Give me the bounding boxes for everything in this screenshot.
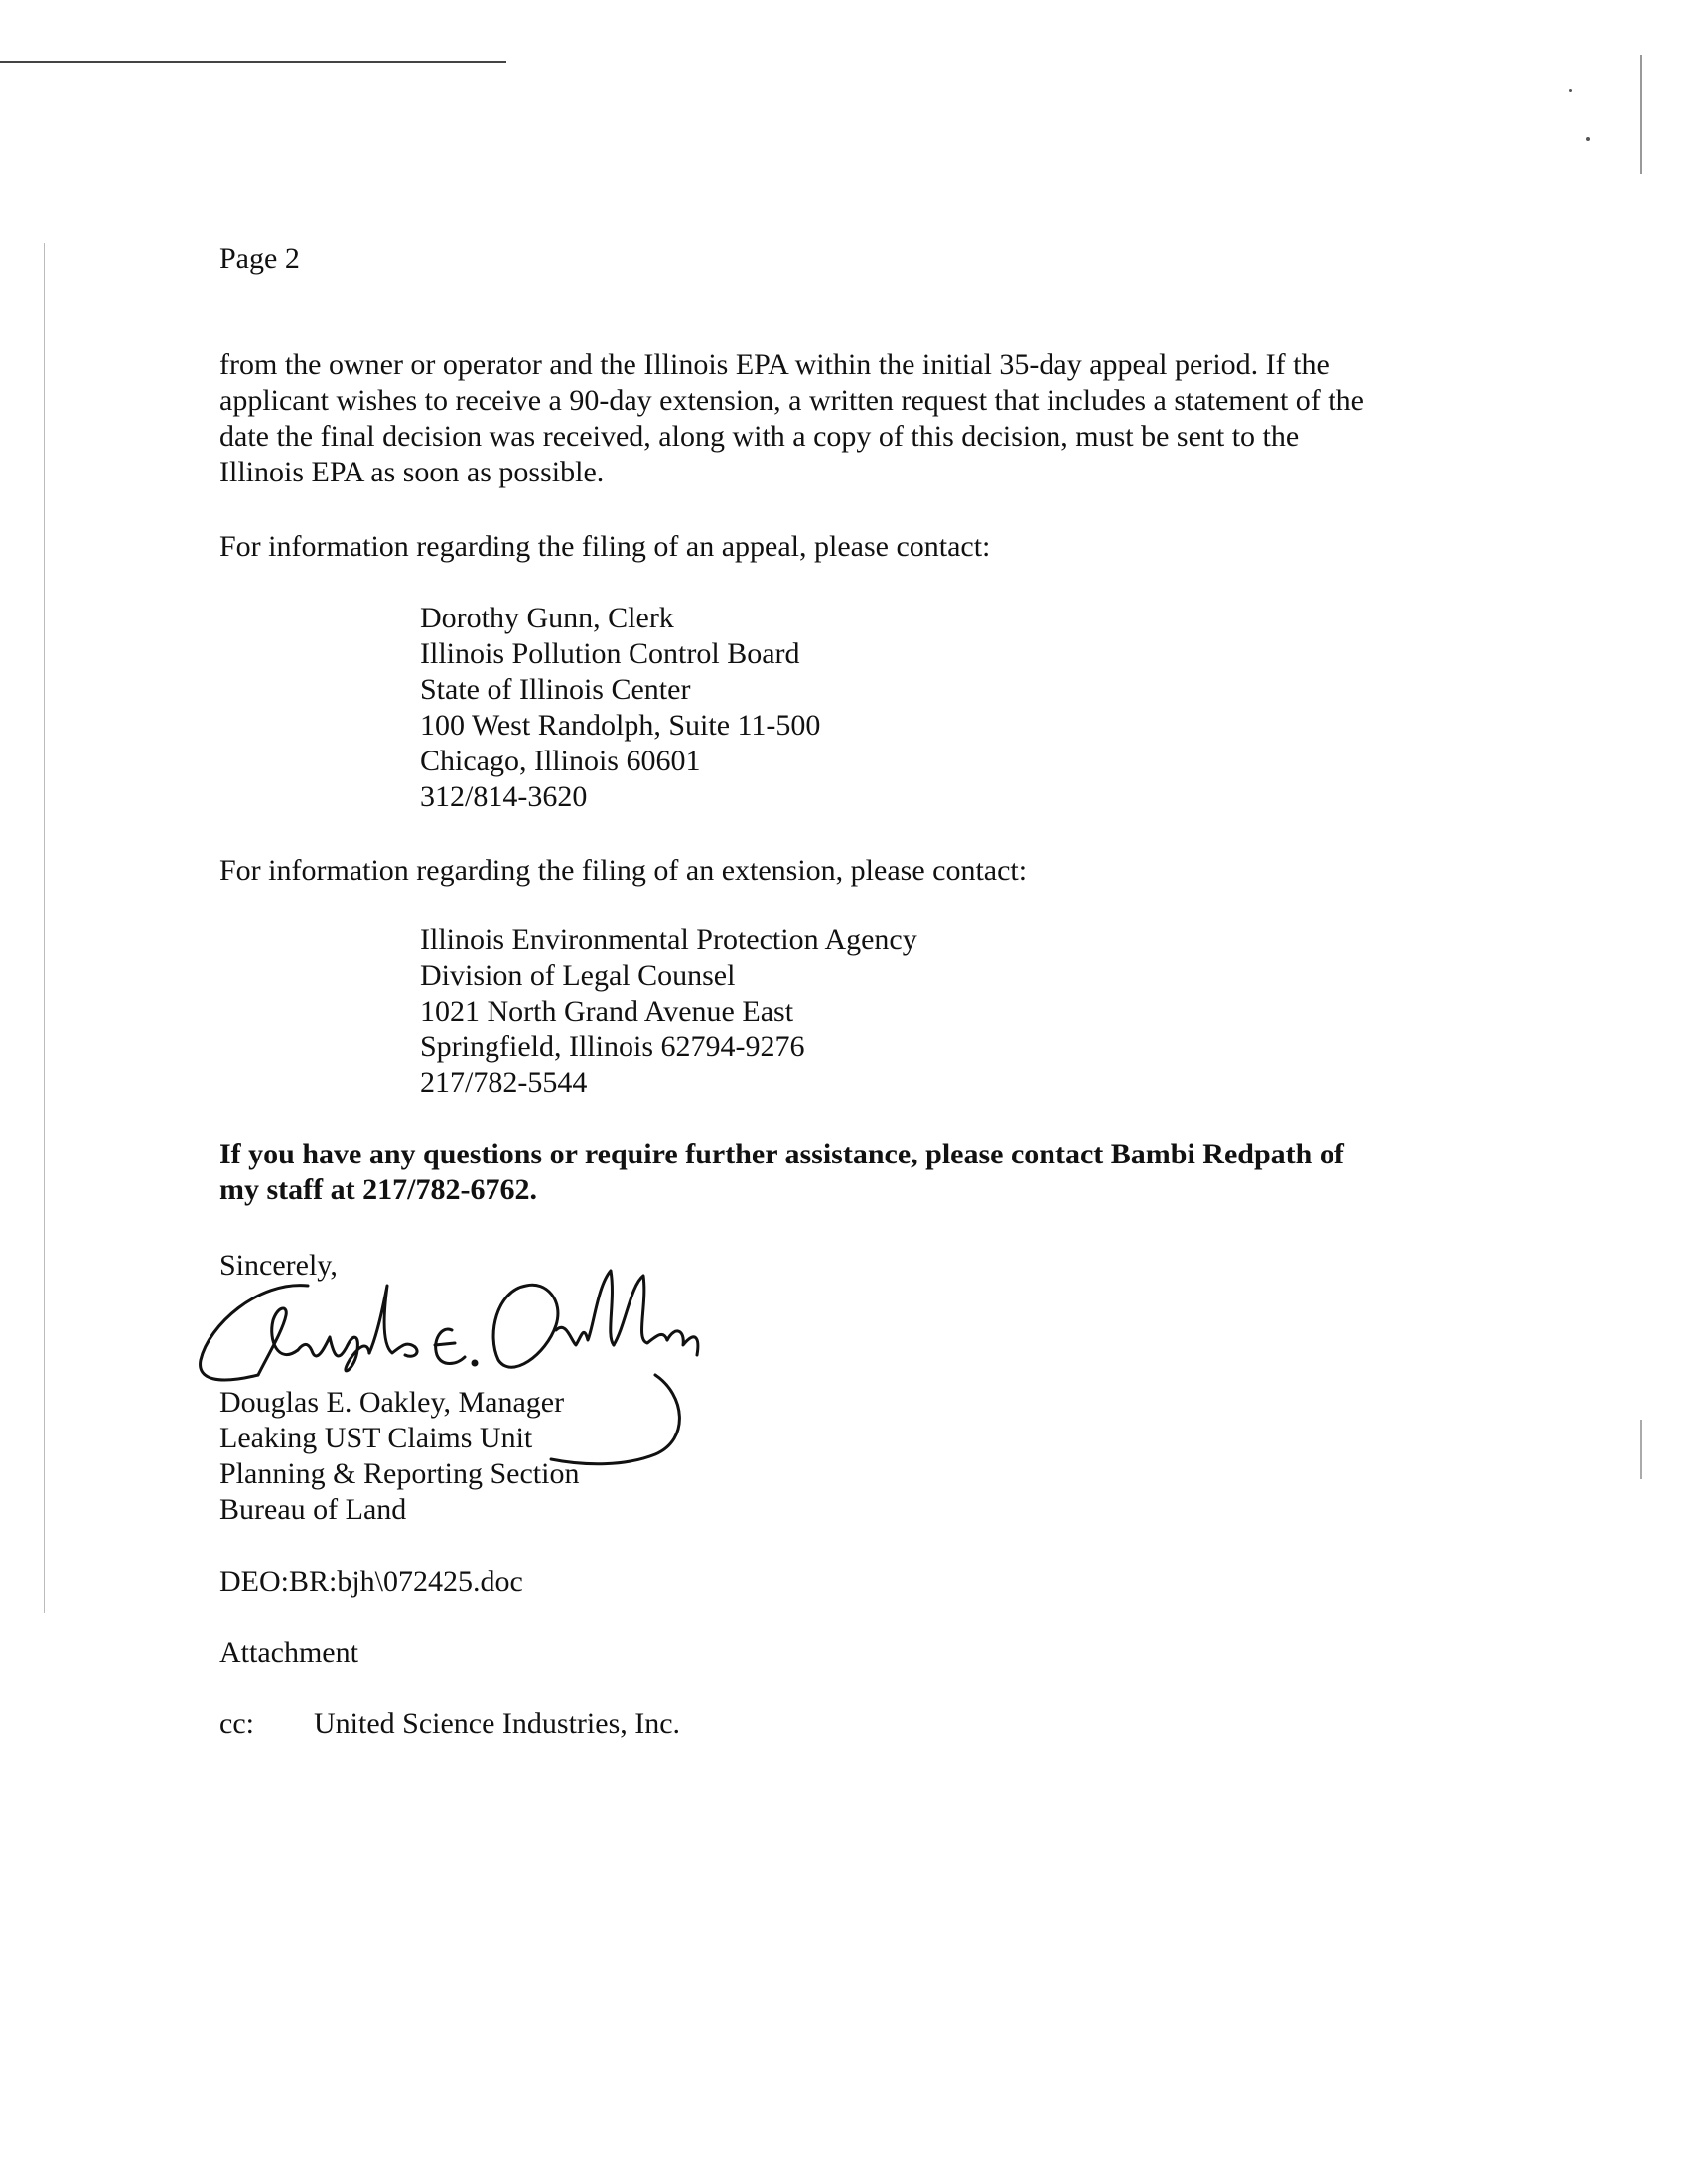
document-reference: DEO:BR:bjh\072425.doc bbox=[219, 1566, 523, 1598]
paragraph-line: from the owner or operator and the Illinois EPA within the initial 35-day appeal period. If the bbox=[219, 348, 1330, 381]
signer-unit: Leaking UST Claims Unit bbox=[219, 1422, 533, 1454]
signer-bureau: Bureau of Land bbox=[219, 1493, 407, 1526]
intro-paragraph bbox=[219, 347, 1461, 490]
paragraph-line: Illinois EPA as soon as possible. bbox=[219, 456, 605, 488]
scan-edge-line-top bbox=[0, 61, 506, 63]
appeal-contact-intro: For information regarding the filing of an appeal, please contact: bbox=[219, 530, 991, 563]
scan-edge-line-left bbox=[44, 243, 45, 1613]
address-line: 217/782-5544 bbox=[420, 1066, 588, 1099]
paragraph-line: applicant wishes to receive a 90-day extension, a written request that includes a statement of the bbox=[219, 384, 1364, 417]
paragraph-line: date the final decision was received, along with a copy of this decision, must be sent to the bbox=[219, 420, 1300, 453]
notice-line: my staff at 217/782-6762. bbox=[219, 1173, 537, 1206]
address-line: 312/814-3620 bbox=[420, 780, 588, 813]
address-line: Division of Legal Counsel bbox=[420, 959, 736, 992]
address-line: Springfield, Illinois 62794-9276 bbox=[420, 1030, 805, 1063]
signer-section: Planning & Reporting Section bbox=[219, 1457, 580, 1490]
scan-edge-line-right bbox=[1640, 55, 1642, 174]
address-line: State of Illinois Center bbox=[420, 673, 691, 706]
page-number: Page 2 bbox=[219, 242, 300, 275]
signer-name: Douglas E. Oakley, Manager bbox=[219, 1386, 565, 1419]
cc-label: cc: bbox=[219, 1707, 254, 1740]
extension-contact-address bbox=[420, 922, 917, 1101]
address-line: Illinois Pollution Control Board bbox=[420, 637, 800, 670]
address-line: Dorothy Gunn, Clerk bbox=[420, 602, 674, 634]
address-line: Illinois Environmental Protection Agency bbox=[420, 923, 917, 956]
address-line: 100 West Randolph, Suite 11-500 bbox=[420, 709, 821, 742]
appeal-contact-address bbox=[420, 601, 820, 815]
scan-edge-line-right-lower bbox=[1640, 1420, 1642, 1479]
salutation: Sincerely, bbox=[219, 1249, 338, 1282]
scan-speck bbox=[1569, 89, 1572, 92]
notice-line: If you have any questions or require further assistance, please contact Bambi Redpath of bbox=[219, 1138, 1344, 1170]
signer-block bbox=[219, 1385, 579, 1528]
attachment-note: Attachment bbox=[219, 1636, 358, 1669]
cc-recipient: United Science Industries, Inc. bbox=[314, 1707, 681, 1740]
address-line: Chicago, Illinois 60601 bbox=[420, 745, 701, 777]
questions-notice bbox=[219, 1137, 1461, 1208]
extension-contact-intro: For information regarding the filing of an extension, please contact: bbox=[219, 854, 1028, 887]
address-line: 1021 North Grand Avenue East bbox=[420, 995, 794, 1027]
scan-speck bbox=[1586, 137, 1590, 141]
